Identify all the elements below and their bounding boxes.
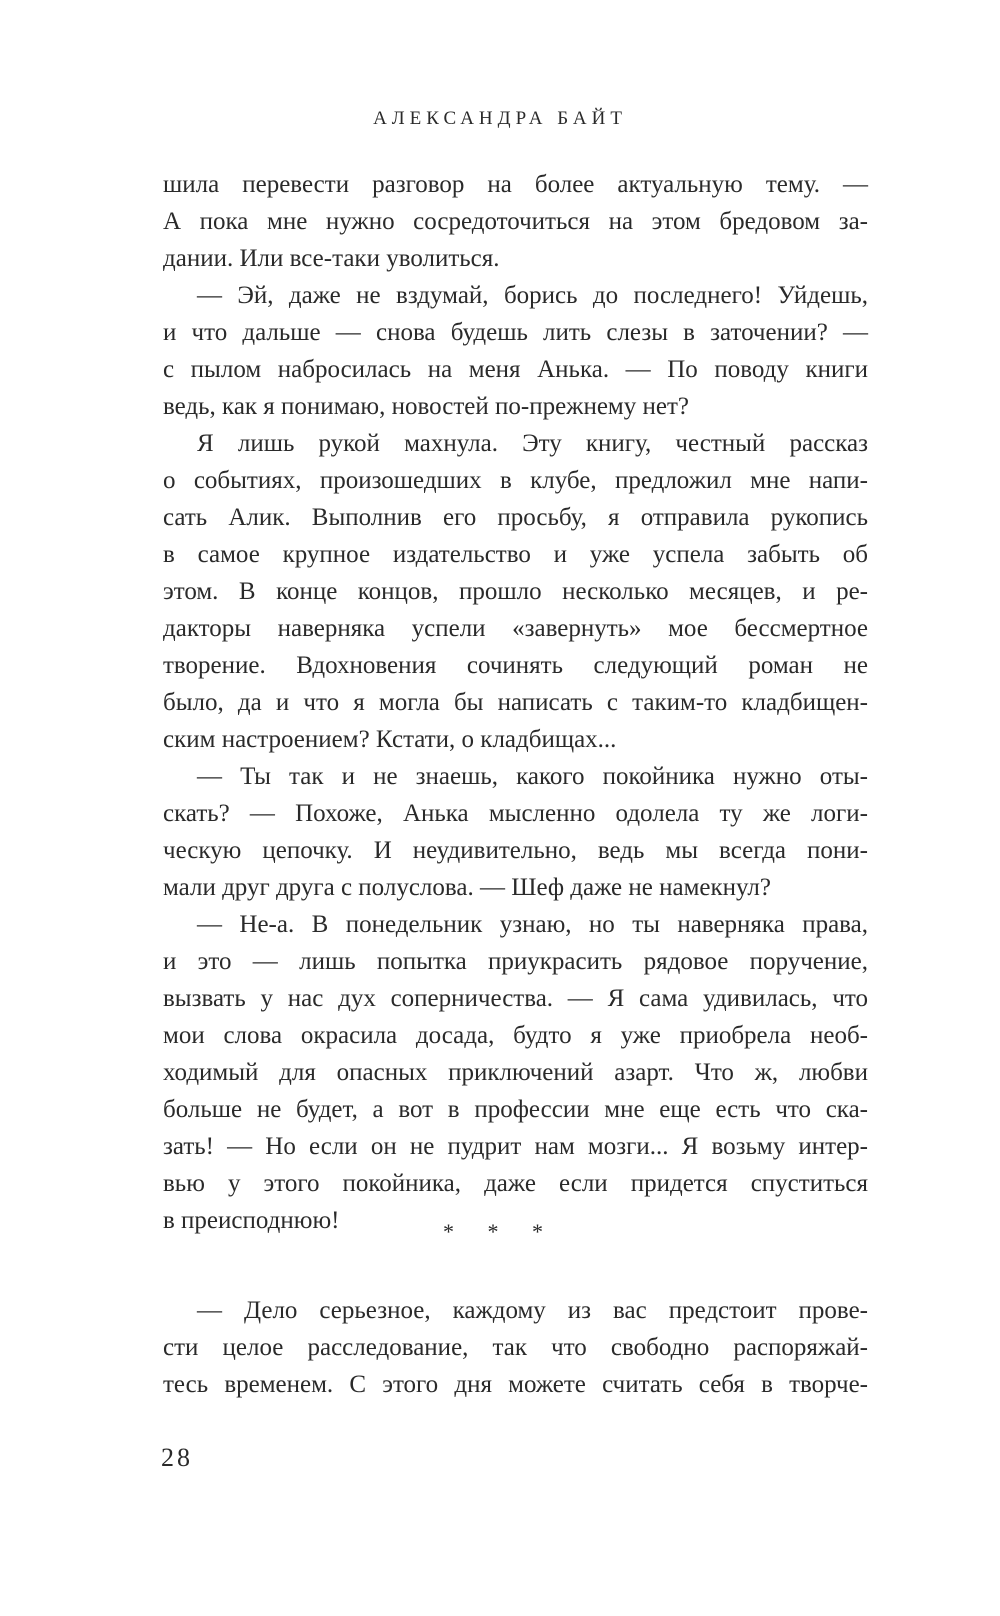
text-line: дакторы наверняка успели «завернуть» мое бессмертное bbox=[163, 615, 868, 642]
text-line: этом. В конце концов, прошло несколько месяцев, и ре- bbox=[163, 578, 868, 605]
text-line: сти целое расследование, так что свободно распоряжай- bbox=[163, 1334, 868, 1361]
body-text-block-2 bbox=[163, 1292, 868, 1403]
text-line: и что дальше — снова будешь лить слезы в заточении? — bbox=[163, 319, 868, 346]
text-line: — Дело серьезное, каждому из вас предстоит прове- bbox=[197, 1297, 868, 1324]
text-line: дании. Или все-таки уволиться. bbox=[163, 245, 500, 272]
text-line: ведь, как я понимаю, новостей по-прежнему нет? bbox=[163, 393, 689, 420]
text-line: вызвать у нас дух соперничества. — Я сама удивилась, что bbox=[163, 985, 868, 1012]
text-line: больше не будет, а вот в профессии мне еще есть что ска- bbox=[163, 1096, 868, 1123]
text-line: ским настроением? Кстати, о кладбищах... bbox=[163, 726, 617, 753]
text-line: шила перевести разговор на более актуальную тему. — bbox=[163, 171, 868, 198]
running-header-author: АЛЕКСАНДРА БАЙТ bbox=[373, 108, 627, 129]
text-line: и это — лишь попытка приукрасить рядовое поручение, bbox=[163, 948, 868, 975]
page-number: 28 bbox=[161, 1443, 193, 1472]
text-line: ческую цепочку. И неудивительно, ведь мы всегда пони- bbox=[163, 837, 868, 864]
text-line: тесь временем. С этого дня можете считать себя в творче- bbox=[163, 1371, 868, 1398]
text-line: — Эй, даже не вздумай, борись до последнего! Уйдешь, bbox=[197, 282, 868, 309]
text-line: в преисподнюю! bbox=[163, 1207, 340, 1234]
text-line: творение. Вдохновения сочинять следующий роман не bbox=[163, 652, 868, 679]
text-line: с пылом набросилась на меня Анька. — По поводу книги bbox=[163, 356, 868, 383]
text-line: скать? — Похоже, Анька мысленно одолела ту же логи- bbox=[163, 800, 868, 827]
text-line: сать Алик. Выполнив его просьбу, я отправила рукопись bbox=[163, 504, 868, 531]
text-line: вью у этого покойника, даже если придется спуститься bbox=[163, 1170, 868, 1197]
text-line: Я лишь рукой махнула. Эту книгу, честный рассказ bbox=[197, 430, 868, 457]
text-line: зать! — Но если он не пудрит нам мозги... Я возьму интер- bbox=[163, 1133, 868, 1160]
text-line: в самое крупное издательство и уже успела забыть об bbox=[163, 541, 868, 568]
text-line: о событиях, произошедших в клубе, предложил мне напи- bbox=[163, 467, 868, 494]
text-line: ходимый для опасных приключений азарт. Что ж, любви bbox=[163, 1059, 868, 1086]
text-line: мои слова окрасила досада, будто я уже приобрела необ- bbox=[163, 1022, 868, 1049]
text-line: — Не-а. В понедельник узнаю, но ты наверняка права, bbox=[197, 911, 868, 938]
text-line: — Ты так и не знаешь, какого покойника нужно оты- bbox=[197, 763, 868, 790]
body-text-block bbox=[163, 166, 868, 1239]
section-separator: * * * bbox=[443, 1219, 557, 1244]
text-line: мали друг друга с полуслова. — Шеф даже не намекнул? bbox=[163, 874, 772, 901]
text-line: А пока мне нужно сосредоточиться на этом бредовом за- bbox=[163, 208, 868, 235]
text-line: было, да и что я могла бы написать с таким-то кладбищен- bbox=[163, 689, 868, 716]
